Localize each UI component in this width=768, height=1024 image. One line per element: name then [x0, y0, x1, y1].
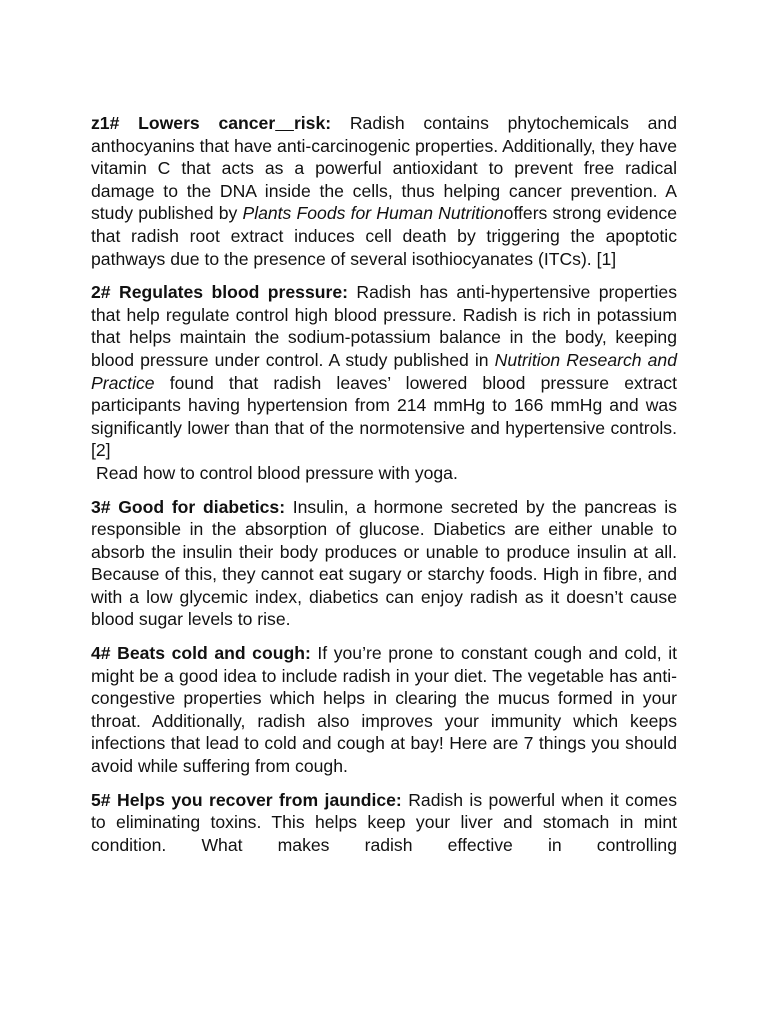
heading-diabetics: 3# Good for diabetics:: [91, 496, 286, 517]
body-text: Radish is powerful when it comes to eliminating toxins. This helps keep your liver and stomach in mint condition. What makes radish effective in controlling: [91, 789, 677, 855]
paragraph-jaundice: [91, 789, 677, 857]
heading-jaundice: 5# Helps you recover from jaundice:: [91, 789, 402, 810]
heading-blood-pressure: 2# Regulates blood pressure:: [91, 282, 348, 303]
paragraph-blood-pressure: [91, 281, 677, 484]
journal-name: Plants Foods for Human Nutrition: [242, 203, 504, 224]
document-page: [91, 112, 677, 867]
paragraph-cold-cough: [91, 642, 677, 778]
body-text: Radish has anti-hypertensive properties that help regulate control high blood pressure. Radish is rich in potassium that helps maintain the sodium-potassium balance in the body, keeping blood pressure under control. A study published in: [91, 282, 677, 370]
heading-cancer-risk: z1# Lowers cancer risk:: [91, 113, 332, 133]
body-text: offers strong evidence that radish root extract induces cell death by triggering the apoptotic pathways due to the presence of several isothiocyanates (ITCs). [1]: [91, 203, 678, 269]
paragraph-diabetics: [91, 496, 677, 632]
heading-cold-cough: 4# Beats cold and cough:: [91, 643, 311, 664]
body-text: Radish contains phytochemicals and anthocyanins that have anti-carcinogenic properties. Additionally, they have vitamin C that acts as a powerful antioxidant to prevent free radical damage to the DNA inside the cells, thus helping cancer prevention. A study published by: [91, 113, 677, 224]
paragraph-cancer-risk: [91, 112, 677, 270]
body-text-yoga: Read how to control blood pressure with yoga.: [96, 462, 458, 483]
body-text: If you’re prone to constant cough and cold, it might be a good idea to include radish in your diet. The vegetable has anti-congestive properties which helps in clearing the mucus formed in your throat. Additionally, radish also improves your immunity which keeps infections that lead to cold and cough at bay! Here are 7 things you should avoid while suffering from cough.: [91, 643, 677, 777]
body-text: found that radish leaves’ lowered blood pressure extract participants having hypertension from 214 mmHg to 166 mmHg and was significantly lower than that of the normotensive and hypertensive controls. [2]: [91, 372, 677, 461]
body-text: Insulin, a hormone secreted by the pancreas is responsible in the absorption of glucose. Diabetics are either unable to absorb the insulin their body produces or unable to produce insulin at all. Because of this, they cannot eat sugary or starchy foods. High in fibre, and with a low glycemic index, diabetics can enjoy radish as it doesn’t cause blood sugar levels to rise.: [91, 496, 677, 630]
journal-name: Nutrition Research and Practice: [91, 349, 677, 393]
